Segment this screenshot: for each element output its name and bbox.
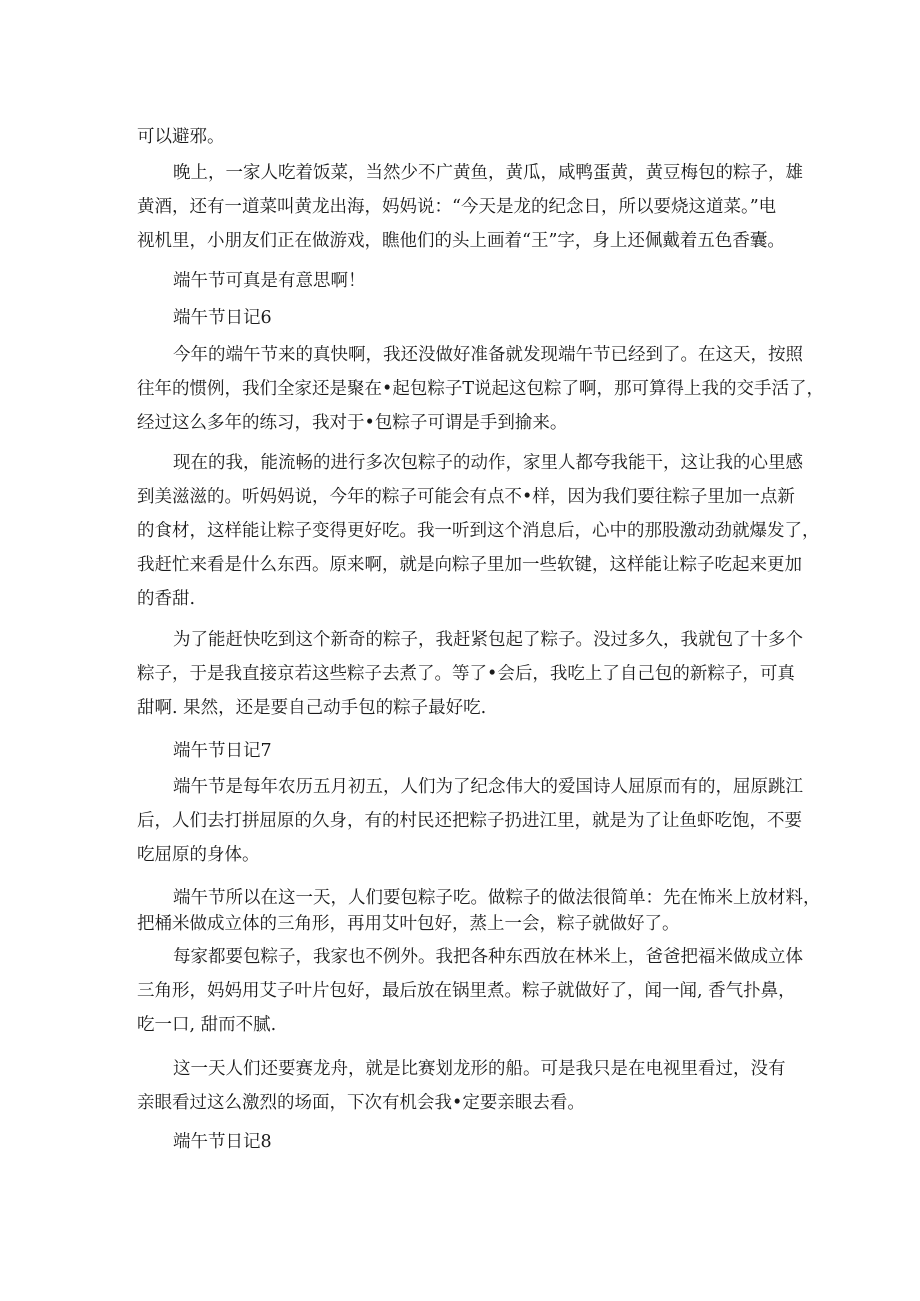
text-line: 后，人们去打拼屈原的久身，有的村民还把粽子扔进江里，就是为了让鱼虾吃饱，不要 <box>137 811 802 831</box>
text-line: 经过这么多年的练习，我对于•包粽子可谓是手到揄来。 <box>137 413 568 433</box>
text-line: 的香甜. <box>137 589 196 609</box>
text-line: 这一天人们还要赛龙舟，就是比赛划龙形的船。可是我只是在电视里看过，没有 <box>173 1059 786 1079</box>
section-heading-6: 端午节日记6 <box>173 308 272 328</box>
text-line: 端午节是每年农历五月初五，人们为了纪念伟大的爱国诗人屈原而有的，屈原跳江 <box>173 777 803 797</box>
paragraph-9 <box>137 1052 787 1120</box>
paragraph-6 <box>137 770 803 872</box>
paragraph-7 <box>137 885 821 937</box>
paragraph-1 <box>137 156 803 258</box>
paragraph-8 <box>137 940 803 1042</box>
text-line: 粽子，于是我直接京若这些粽子去煮了。等了•会后，我吃上了自己包的新粽子，可真 <box>137 664 795 684</box>
text-line: 吃一口, 甜而不腻. <box>137 1015 277 1035</box>
paragraph-4 <box>137 446 820 616</box>
text-line: 晚上，一家人吃着饭菜，当然少不广黄鱼，黄瓜，咸鸭蛋黄，黄豆梅包的粽子，雄 <box>173 163 803 183</box>
text-line: 往年的惯例，我们全家还是聚在•起包粽子T说起这包粽了啊，那可算得上我的交手活了， <box>137 379 824 399</box>
paragraph-0 <box>137 120 787 154</box>
text-line: 端午节所以在这一天，人们要包粽子吃。做粽子的做法很简单：先在怖米上放材料， <box>173 888 821 908</box>
paragraph-3 <box>137 338 824 440</box>
text-line: 每家都要包粽子，我家也不例外。我把各种东西放在林米上，爸爸把福米做成立体 <box>173 947 803 967</box>
section-heading-7: 端午节日记7 <box>173 741 272 761</box>
text-line: 的食材，这样能让粽子变得更好吃。我一听到这个消息后，心中的那股激动劲就爆发了， <box>137 521 820 541</box>
text-line: 现在的我，能流畅的进行多次包粽子的动作，家里人都夸我能干，这让我的心里感 <box>173 453 803 473</box>
text-line: 视机里，小朋友们正在做游戏，瞧他们的头上画着“王”字，身上还佩戴着五色香囊。 <box>137 231 785 251</box>
text-line: 把桶米做成立体的三角形，再用艾叶包好，蒸上一会，粽子就做好了。 <box>137 914 680 934</box>
text-line: 亲眼看过这么激烈的场面，下次有机会我•定要亲眼去看。 <box>137 1093 585 1113</box>
text-line: 黄酒，还有一道菜叫黄龙出海，妈妈说：“今天是龙的纪念日，所以要烧这道菜。”电 <box>137 197 777 217</box>
paragraph-2 <box>137 264 787 298</box>
text-line: 为了能赶快吃到这个新奇的粽子，我赶紧包起了粽子。没过多久，我就包了十多个 <box>173 630 803 650</box>
text-line: 到美滋滋的。听妈妈说，今年的粽子可能会有点不•样，因为我们要往粽子里加一点新 <box>137 487 795 507</box>
section-heading-8: 端午节日记8 <box>173 1132 272 1152</box>
text-line: 今年的端午节来的真快啊，我还没做好准备就发现端午节已经到了。在这天，按照 <box>173 345 803 365</box>
text-line: 我赶忙来看是什么东西。原来啊，就是向粽子里加一些软键，这样能让粽子吃起来更加 <box>137 555 802 575</box>
paragraph-5 <box>137 623 803 725</box>
text-line: 三角形，妈妈用艾子叶片包好，最后放在锅里煮。粽子就做好了，闻一闻, 香气扑鼻， <box>137 981 796 1001</box>
text-line: 甜啊. 果然，还是要自己动手包的粽子最好吃. <box>137 698 487 718</box>
text-line: 可以避邪。 <box>137 127 225 147</box>
text-line: 吃屈原的身体。 <box>137 845 260 865</box>
text-line: 端午节可真是有意思啊！ <box>173 271 366 291</box>
